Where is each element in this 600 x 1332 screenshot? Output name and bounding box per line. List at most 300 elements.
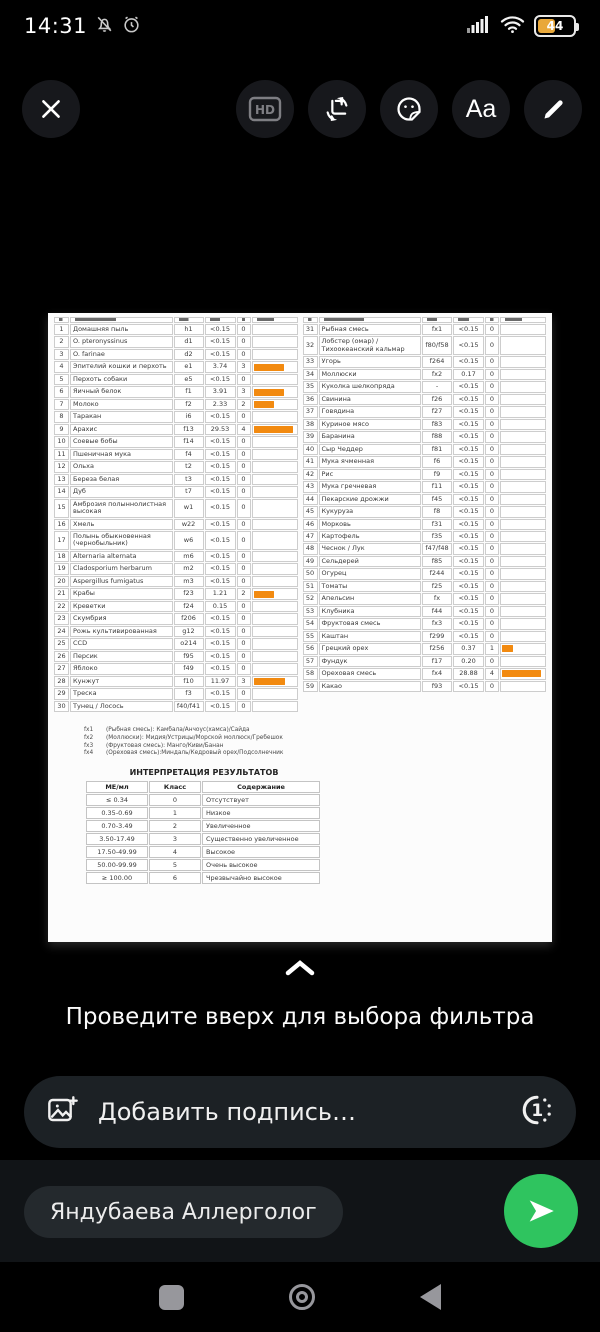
cell-bar bbox=[252, 601, 298, 612]
table-row bbox=[303, 656, 547, 667]
cell-num: 53 bbox=[303, 606, 318, 617]
cell-num: 6 bbox=[54, 386, 69, 397]
cell-cls: 0 bbox=[485, 494, 499, 505]
table-row bbox=[303, 668, 547, 679]
cell-num: 42 bbox=[303, 469, 318, 480]
cell-name: Морковь bbox=[319, 519, 422, 530]
table-row bbox=[303, 356, 547, 367]
cell-cls: 0 bbox=[485, 356, 499, 367]
cell-value: <0.15 bbox=[205, 449, 236, 460]
cell-num: 50 bbox=[303, 568, 318, 579]
send-button[interactable] bbox=[504, 1174, 578, 1248]
cell-bar bbox=[252, 336, 298, 347]
table-row bbox=[54, 424, 298, 435]
recents-button[interactable] bbox=[159, 1285, 184, 1310]
cell-value: 0.15 bbox=[205, 601, 236, 612]
cell-bar bbox=[252, 449, 298, 460]
cell-num: 56 bbox=[303, 643, 318, 654]
cell-num: 41 bbox=[303, 456, 318, 467]
cell-name: Свинина bbox=[319, 394, 422, 405]
cell-code: m2 bbox=[174, 563, 204, 574]
cell-value: <0.15 bbox=[205, 688, 236, 699]
cell-bar bbox=[252, 474, 298, 485]
table-row bbox=[303, 643, 547, 654]
cell-code: t7 bbox=[174, 486, 204, 497]
cell-cls: 0 bbox=[485, 456, 499, 467]
cell-num: 17 bbox=[54, 531, 69, 550]
table-row bbox=[54, 576, 298, 587]
cell-num: 7 bbox=[54, 399, 69, 410]
recipient-chip[interactable] bbox=[24, 1186, 343, 1238]
cell-num: 5 bbox=[54, 374, 69, 385]
table-row bbox=[54, 519, 298, 530]
cell-num: 51 bbox=[303, 581, 318, 592]
cell-name: Какао bbox=[319, 681, 422, 692]
interp-cell: Высокое bbox=[202, 846, 320, 858]
cell-value: <0.15 bbox=[205, 519, 236, 530]
battery-icon bbox=[534, 15, 576, 37]
cell-value: <0.15 bbox=[453, 631, 484, 642]
cell-name: Alternaria alternata bbox=[70, 551, 173, 562]
interp-cell: 0 bbox=[149, 794, 201, 806]
cell-num: 43 bbox=[303, 481, 318, 492]
cell-cls: 3 bbox=[237, 361, 251, 372]
table-row bbox=[303, 531, 547, 542]
cell-name: Персик bbox=[70, 651, 173, 662]
sticker-button[interactable] bbox=[380, 80, 438, 138]
cell-bar bbox=[252, 626, 298, 637]
filter-hint-label: Проведите вверх для выбора фильтра bbox=[65, 1004, 535, 1030]
cell-name: Огурец bbox=[319, 568, 422, 579]
cell-num: 36 bbox=[303, 394, 318, 405]
caption-bar[interactable] bbox=[24, 1076, 576, 1148]
table-row bbox=[54, 701, 298, 712]
cell-name: Таракан bbox=[70, 411, 173, 422]
cell-value: <0.15 bbox=[205, 336, 236, 347]
table-row bbox=[303, 469, 547, 480]
table-row bbox=[54, 336, 298, 347]
filter-hint[interactable] bbox=[0, 958, 600, 1030]
cell-code: d1 bbox=[174, 336, 204, 347]
cell-value: 3.74 bbox=[205, 361, 236, 372]
interp-cell: ≤ 0.34 bbox=[86, 794, 148, 806]
cell-code: f88 bbox=[422, 431, 452, 442]
cell-bar bbox=[252, 361, 298, 372]
cell-cls: 3 bbox=[237, 676, 251, 687]
cell-num: 9 bbox=[54, 424, 69, 435]
interp-cell: 0.70-3.49 bbox=[86, 820, 148, 832]
cell-code: t3 bbox=[174, 474, 204, 485]
cell-value: <0.15 bbox=[205, 613, 236, 624]
cell-bar bbox=[252, 411, 298, 422]
cell-name: Полынь обыкновенная (чернобыльник) bbox=[70, 531, 173, 550]
draw-button[interactable] bbox=[524, 80, 582, 138]
cell-code: m6 bbox=[174, 551, 204, 562]
interp-header-cell: МЕ/мл bbox=[86, 781, 148, 793]
table-row bbox=[54, 411, 298, 422]
interp-cell: 17.50-49.99 bbox=[86, 846, 148, 858]
cell-name: Сельдерей bbox=[319, 556, 422, 567]
cell-bar bbox=[500, 581, 546, 592]
cell-bar bbox=[500, 394, 546, 405]
cell-bar bbox=[252, 576, 298, 587]
cell-name: Треска bbox=[70, 688, 173, 699]
cell-name: Рыбная смесь bbox=[319, 324, 422, 335]
interp-header-cell: Содержание bbox=[202, 781, 320, 793]
interpretation-section bbox=[86, 768, 322, 884]
cell-cls: 0 bbox=[237, 461, 251, 472]
cell-num: 48 bbox=[303, 543, 318, 554]
cell-cls: 0 bbox=[485, 519, 499, 530]
cell-bar bbox=[500, 324, 546, 335]
interp-cell: Увеличенное bbox=[202, 820, 320, 832]
cell-code: g12 bbox=[174, 626, 204, 637]
cell-name: Крабы bbox=[70, 588, 173, 599]
status-bar bbox=[0, 0, 600, 52]
cell-bar bbox=[500, 606, 546, 617]
table-row bbox=[303, 543, 547, 554]
table-row bbox=[54, 361, 298, 372]
cell-value: <0.15 bbox=[205, 461, 236, 472]
back-button[interactable] bbox=[420, 1284, 441, 1310]
cell-code: f83 bbox=[422, 419, 452, 430]
alarm-clock-icon bbox=[122, 15, 141, 38]
cell-name: Куколка шелкопряда bbox=[319, 381, 422, 392]
interp-cell: 1 bbox=[149, 807, 201, 819]
cell-bar bbox=[500, 643, 546, 654]
cell-name: Мука гречневая bbox=[319, 481, 422, 492]
cell-code: fx2 bbox=[422, 369, 452, 380]
cell-bar bbox=[500, 656, 546, 667]
cell-value: <0.15 bbox=[453, 543, 484, 554]
interpretation-row bbox=[86, 872, 322, 884]
cell-name: Сыр Чеддер bbox=[319, 444, 422, 455]
cell-cls: 3 bbox=[237, 386, 251, 397]
cell-cls: 0 bbox=[237, 563, 251, 574]
cell-name: Чеснок / Лук bbox=[319, 543, 422, 554]
cell-num: 26 bbox=[54, 651, 69, 662]
cell-value: 0.17 bbox=[453, 369, 484, 380]
cell-code: d2 bbox=[174, 349, 204, 360]
cell-cls: 0 bbox=[237, 638, 251, 649]
cell-bar bbox=[252, 676, 298, 687]
cell-name: Хмель bbox=[70, 519, 173, 530]
cell-code: e5 bbox=[174, 374, 204, 385]
cell-cls: 0 bbox=[485, 369, 499, 380]
table-row bbox=[303, 618, 547, 629]
cell-cls: 0 bbox=[237, 324, 251, 335]
cell-num: 24 bbox=[54, 626, 69, 637]
table-row bbox=[54, 676, 298, 687]
cell-num: 13 bbox=[54, 474, 69, 485]
cell-code: f35 bbox=[422, 531, 452, 542]
allergy-table-right bbox=[303, 317, 547, 693]
result-bar bbox=[502, 670, 541, 677]
cell-value: 0.20 bbox=[453, 656, 484, 667]
cell-name: Моллюски bbox=[319, 369, 422, 380]
cell-num: 54 bbox=[303, 618, 318, 629]
cut-header-row bbox=[303, 317, 547, 323]
table-row bbox=[303, 494, 547, 505]
cell-code: t2 bbox=[174, 461, 204, 472]
cell-num: 27 bbox=[54, 663, 69, 674]
cell-num: 15 bbox=[54, 499, 69, 518]
cell-value: <0.15 bbox=[453, 506, 484, 517]
cell-cls: 0 bbox=[485, 593, 499, 604]
cell-num: 1 bbox=[54, 324, 69, 335]
interpretation-row bbox=[86, 820, 322, 832]
mute-bell-icon bbox=[95, 15, 114, 38]
result-bar bbox=[254, 401, 274, 408]
table-row bbox=[54, 461, 298, 472]
cell-cls: 0 bbox=[485, 568, 499, 579]
interp-cell: Чрезвычайно высокое bbox=[202, 872, 320, 884]
cell-code: f17 bbox=[422, 656, 452, 667]
cell-code: e1 bbox=[174, 361, 204, 372]
mix-footnotes bbox=[84, 727, 546, 758]
cell-bar bbox=[252, 349, 298, 360]
cell-cls: 0 bbox=[237, 701, 251, 712]
cell-num: 37 bbox=[303, 406, 318, 417]
cell-cls: 0 bbox=[237, 626, 251, 637]
cell-bar bbox=[500, 531, 546, 542]
cell-code: f3 bbox=[174, 688, 204, 699]
cell-num: 34 bbox=[303, 369, 318, 380]
cell-value: <0.15 bbox=[453, 519, 484, 530]
svg-text:HD: HD bbox=[254, 103, 276, 117]
interp-cell: Отсутствует bbox=[202, 794, 320, 806]
cell-name: Cladosporium herbarum bbox=[70, 563, 173, 574]
interp-cell: 3.50-17.49 bbox=[86, 833, 148, 845]
cell-value: <0.15 bbox=[453, 469, 484, 480]
cell-bar bbox=[500, 494, 546, 505]
cell-bar bbox=[500, 519, 546, 530]
cell-bar bbox=[500, 593, 546, 604]
cell-cls: 0 bbox=[485, 656, 499, 667]
cell-name: Грецкий орех bbox=[319, 643, 422, 654]
svg-text:1: 1 bbox=[531, 1101, 544, 1122]
hd-icon bbox=[248, 96, 282, 122]
cell-cls: 0 bbox=[485, 531, 499, 542]
cell-bar bbox=[252, 324, 298, 335]
close-button[interactable] bbox=[22, 80, 80, 138]
cell-num: 47 bbox=[303, 531, 318, 542]
crop-rotate-button[interactable] bbox=[308, 80, 366, 138]
table-row bbox=[303, 681, 547, 692]
cell-code: f206 bbox=[174, 613, 204, 624]
cell-value: <0.15 bbox=[453, 456, 484, 467]
table-row bbox=[54, 563, 298, 574]
cell-code: f49 bbox=[174, 663, 204, 674]
cell-cls: 0 bbox=[237, 374, 251, 385]
cell-bar bbox=[252, 663, 298, 674]
interpretation-row bbox=[86, 859, 322, 871]
cell-num: 28 bbox=[54, 676, 69, 687]
cell-code: f81 bbox=[422, 444, 452, 455]
cell-value: <0.15 bbox=[205, 531, 236, 550]
table-row bbox=[303, 419, 547, 430]
cell-num: 16 bbox=[54, 519, 69, 530]
cell-cls: 0 bbox=[485, 406, 499, 417]
cell-name: Куриное мясо bbox=[319, 419, 422, 430]
cell-name: Молоко bbox=[70, 399, 173, 410]
caption-input[interactable]: Добавить подпись… bbox=[98, 1098, 357, 1126]
cell-name: Мука ячменная bbox=[319, 456, 422, 467]
cell-bar bbox=[500, 543, 546, 554]
cell-value: <0.15 bbox=[205, 551, 236, 562]
cell-name: Баранина bbox=[319, 431, 422, 442]
cell-num: 18 bbox=[54, 551, 69, 562]
cell-bar bbox=[252, 399, 298, 410]
cell-bar bbox=[252, 638, 298, 649]
cell-bar bbox=[252, 499, 298, 518]
table-row bbox=[54, 449, 298, 460]
cell-bar bbox=[500, 631, 546, 642]
cell-name: CCD bbox=[70, 638, 173, 649]
cell-cls: 0 bbox=[485, 481, 499, 492]
cell-cls: 0 bbox=[485, 381, 499, 392]
cell-name: Дуб bbox=[70, 486, 173, 497]
cell-code: m3 bbox=[174, 576, 204, 587]
cell-code: f26 bbox=[422, 394, 452, 405]
interp-cell: 4 bbox=[149, 846, 201, 858]
navigation-bar bbox=[0, 1262, 600, 1332]
cell-num: 3 bbox=[54, 349, 69, 360]
table-row bbox=[303, 336, 547, 355]
table-row bbox=[54, 601, 298, 612]
cell-name: Пекарские дрожжи bbox=[319, 494, 422, 505]
recipient-name: Яндубаева Аллерголог bbox=[50, 1199, 317, 1225]
cell-code: f24 bbox=[174, 601, 204, 612]
cell-value: <0.15 bbox=[453, 568, 484, 579]
cell-code: h1 bbox=[174, 324, 204, 335]
self-destruct-timer-button[interactable] bbox=[520, 1093, 554, 1131]
cell-code: fx3 bbox=[422, 618, 452, 629]
cell-name: Картофель bbox=[319, 531, 422, 542]
cell-name: Эпителий кошки и перхоть bbox=[70, 361, 173, 372]
cell-code: f11 bbox=[422, 481, 452, 492]
cell-name: Береза белая bbox=[70, 474, 173, 485]
footnote-line: fx3 (Фруктовая смесь): Манго/Киви/Банан bbox=[84, 742, 224, 749]
cell-bar bbox=[500, 456, 546, 467]
text-tool-icon: Aa bbox=[465, 94, 497, 123]
cell-bar bbox=[500, 469, 546, 480]
cell-value: <0.15 bbox=[205, 701, 236, 712]
interp-cell: Очень высокое bbox=[202, 859, 320, 871]
cell-code: f25 bbox=[422, 581, 452, 592]
cell-num: 45 bbox=[303, 506, 318, 517]
cell-num: 49 bbox=[303, 556, 318, 567]
cell-cls: 0 bbox=[485, 581, 499, 592]
recipient-panel bbox=[0, 1160, 600, 1262]
cell-name: Амброзия полыннолистная высокая bbox=[70, 499, 173, 518]
table-row bbox=[303, 593, 547, 604]
cell-cls: 0 bbox=[485, 506, 499, 517]
table-row bbox=[303, 631, 547, 642]
cell-code: f2 bbox=[174, 399, 204, 410]
cell-code: w1 bbox=[174, 499, 204, 518]
table-row bbox=[54, 688, 298, 699]
cell-bar bbox=[500, 381, 546, 392]
table-row bbox=[54, 638, 298, 649]
cell-cls: 0 bbox=[237, 519, 251, 530]
cell-code: f14 bbox=[174, 436, 204, 447]
cell-num: 32 bbox=[303, 336, 318, 355]
cell-num: 19 bbox=[54, 563, 69, 574]
cell-cls: 4 bbox=[485, 668, 499, 679]
cell-code: f10 bbox=[174, 676, 204, 687]
cell-name: Яичный белок bbox=[70, 386, 173, 397]
cell-code: o214 bbox=[174, 638, 204, 649]
cell-code: f264 bbox=[422, 356, 452, 367]
add-media-icon[interactable] bbox=[46, 1094, 78, 1130]
cell-cls: 0 bbox=[485, 431, 499, 442]
cell-bar bbox=[500, 356, 546, 367]
interp-cell: 3 bbox=[149, 833, 201, 845]
table-row bbox=[54, 499, 298, 518]
sticker-icon bbox=[395, 95, 423, 123]
cell-value: <0.15 bbox=[453, 481, 484, 492]
footnote-line: fx1 (Рыбная смесь): Камбала/Анчоус(хамса)/Сайда bbox=[84, 727, 250, 733]
cell-cls: 0 bbox=[485, 543, 499, 554]
table-row bbox=[54, 399, 298, 410]
cell-value: <0.15 bbox=[453, 419, 484, 430]
cell-value: 3.91 bbox=[205, 386, 236, 397]
cell-bar bbox=[500, 506, 546, 517]
cell-num: 23 bbox=[54, 613, 69, 624]
cell-value: <0.15 bbox=[453, 406, 484, 417]
cell-cls: 0 bbox=[237, 651, 251, 662]
cell-bar bbox=[500, 618, 546, 629]
cell-cls: 0 bbox=[237, 411, 251, 422]
cell-value: <0.15 bbox=[453, 336, 484, 355]
cell-name: Домашняя пыль bbox=[70, 324, 173, 335]
edit-toolbar bbox=[0, 74, 600, 144]
cell-bar bbox=[252, 688, 298, 699]
cell-value: 11.97 bbox=[205, 676, 236, 687]
crop-rotate-icon bbox=[323, 95, 351, 123]
cell-num: 31 bbox=[303, 324, 318, 335]
cell-name: Арахис bbox=[70, 424, 173, 435]
cell-num: 29 bbox=[54, 688, 69, 699]
cell-value: 1.21 bbox=[205, 588, 236, 599]
cell-name: Томаты bbox=[319, 581, 422, 592]
interp-cell: Существенно увеличенное bbox=[202, 833, 320, 845]
table-row bbox=[303, 456, 547, 467]
cell-cls: 0 bbox=[237, 336, 251, 347]
cell-bar bbox=[252, 436, 298, 447]
cell-cls: 0 bbox=[237, 436, 251, 447]
cell-name: Пшеничная мука bbox=[70, 449, 173, 460]
cell-bar bbox=[252, 613, 298, 624]
table-row bbox=[303, 568, 547, 579]
cell-code: w6 bbox=[174, 531, 204, 550]
cell-name: Угорь bbox=[319, 356, 422, 367]
home-button[interactable] bbox=[289, 1284, 315, 1310]
cell-num: 58 bbox=[303, 668, 318, 679]
cell-cls: 0 bbox=[237, 474, 251, 485]
cell-value: <0.15 bbox=[453, 381, 484, 392]
table-row bbox=[303, 324, 547, 335]
cell-num: 8 bbox=[54, 411, 69, 422]
add-text-button[interactable] bbox=[452, 80, 510, 138]
cell-cls: 0 bbox=[485, 631, 499, 642]
cell-bar bbox=[500, 668, 546, 679]
hd-quality-button[interactable] bbox=[236, 80, 294, 138]
cell-cls: 0 bbox=[237, 688, 251, 699]
cell-cls: 0 bbox=[485, 419, 499, 430]
cell-num: 38 bbox=[303, 419, 318, 430]
